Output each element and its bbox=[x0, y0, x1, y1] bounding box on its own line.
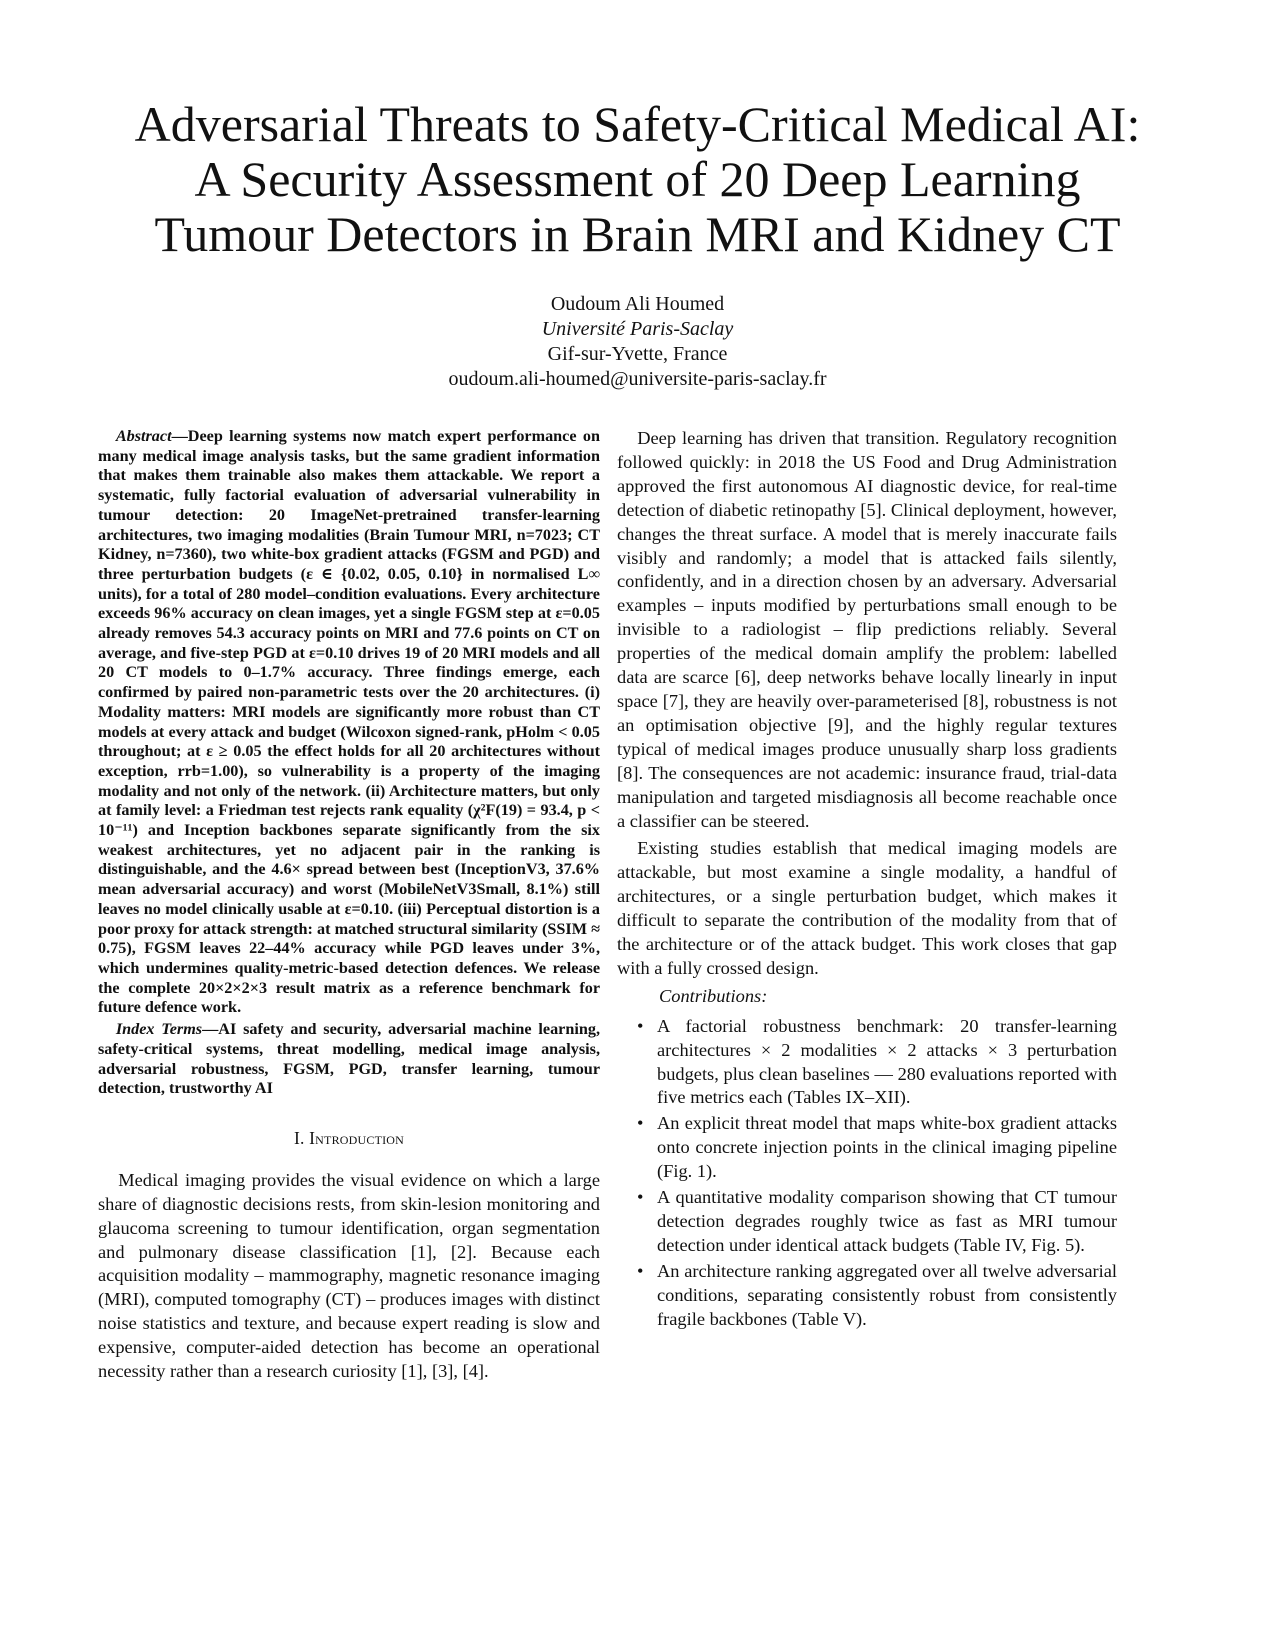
author-email: oudoum.ali-houmed@universite-paris-saclay.fr bbox=[448, 368, 827, 390]
bullet-icon: • bbox=[637, 1260, 644, 1281]
list-item bbox=[617, 1186, 1117, 1258]
bullet-icon: • bbox=[637, 1187, 644, 1208]
index-terms-label: Index Terms bbox=[115, 1020, 203, 1039]
section-number: I. bbox=[293, 1127, 305, 1148]
contributions-heading: Contributions: bbox=[659, 985, 768, 1006]
intro-paragraph-3: Existing studies establish that medical imaging models are attackable, but most examine a single modality, a handful of architectures, or a single perturbation budget, which makes it difficult to separate the contribution of the modality from that of the architecture or of the attack budget. This work closes that gap with a fully crossed design. bbox=[617, 838, 1117, 978]
intro-paragraph-1: Medical imaging provides the visual evidence on which a large share of diagnostic decisions rests, from skin-lesion monitoring and glaucoma screening to tumour identification, organ segmentation and pulmonary disease classification [1], [2]. Because each acquisition modality – mammography, magnetic resonance imaging (MRI), computed tomography (CT) – produces images with distinct noise statistics and texture, and because expert reading is slow and expensive, computer-aided detection has become an operational necessity rather than a research curiosity [1], [3], [4]. bbox=[98, 1169, 600, 1382]
section-title: Introduction bbox=[309, 1127, 405, 1148]
left-column bbox=[98, 427, 600, 1388]
contributions-list bbox=[617, 1015, 1117, 1332]
bullet-icon: • bbox=[637, 1015, 644, 1036]
right-column bbox=[617, 427, 1117, 1334]
author-location: Gif-sur-Yvette, France bbox=[547, 343, 728, 365]
list-item bbox=[617, 1260, 1117, 1332]
contribution-text: An explicit threat model that maps white-box gradient attacks onto concrete injection points in the clinical imaging pipeline (Fig. 1). bbox=[657, 1113, 1117, 1182]
index-terms bbox=[98, 1020, 600, 1099]
abstract bbox=[98, 427, 600, 1018]
section-heading-introduction bbox=[98, 1127, 600, 1151]
author-block bbox=[0, 292, 1275, 392]
title-line-1: Adversarial Threats to Safety-Critical Medical AI: bbox=[134, 96, 1141, 152]
abstract-text: —Deep learning systems now match expert performance on many medical image analysis tasks, but the same gradient information that makes them trainable also makes them attackable. We report a systematic, fully factorial evaluation of adversarial vulnerability in tumour detection: 20 ImageNet-pretrained transfer-learning architectures, two imaging modalities (Brain Tumour MRI, n=7023; CT Kidney, n=7360), two white-box gradient attacks (FGSM and PGD) and three perturbation budgets (ε ∈ {0.02, 0.05, 0.10} in normalised L∞ units), for a total of 280 model–condition evaluations. Every architecture exceeds 96% accuracy on clean images, yet a single FGSM step at ε=0.05 already removes 54.3 accuracy points on MRI and 77.6 points on CT on average, and five-step PGD at ε=0.10 drives 19 of 20 MRI models and all 20 CT models to 0–1.7% accuracy. Three findings emerge, each confirmed by paired non-parametric tests over the 20 architectures. (i) Modality matters: MRI models are significantly more robust than CT models at every attack and budget (Wilcoxon signed-rank, pHolm < 0.05 throughout; at ε ≥ 0.05 the effect holds for all 20 architectures without exception, rrb=1.00), so vulnerability is a property of the imaging modality and not only of the network. (ii) Architecture matters, but only at family level: a Friedman test rejects rank equality (χ²F(19) = 93.4, p < 10⁻¹¹) and Inception backbones separate significantly from the six weakest architectures, yet no adjacent pair in the ranking is distinguishable, and the 4.6× spread between best (InceptionV3, 37.6% mean adversarial accuracy) and worst (MobileNetV3Small, 8.1%) still leaves no model clinically usable at ε=0.10. (iii) Perceptual distortion is a poor proxy for attack strength: at matched structural similarity (SSIM ≈ 0.75), FGSM leaves 22–44% accuracy while PGD leaves under 3%, which undermines quality-metric-based detection defences. We release the complete 20×2×2×3 result matrix as a reference benchmark for future defence work. bbox=[98, 427, 600, 1017]
index-terms-text: —AI safety and security, adversarial machine learning, safety-critical systems, threat modelling, medical image analysis, adversarial robustness, FGSM, PGD, transfer learning, tumour detection, trustworthy AI bbox=[98, 1020, 600, 1098]
paper-title bbox=[60, 97, 1215, 262]
bullet-icon: • bbox=[637, 1113, 644, 1134]
list-item bbox=[617, 1112, 1117, 1184]
title-line-3: Tumour Detectors in Brain MRI and Kidney CT bbox=[154, 206, 1121, 262]
contribution-text: A factorial robustness benchmark: 20 transfer-learning architectures × 2 modalities × 2 attacks × 3 perturbation budgets, plus clean baselines — 280 evaluations reported with five metrics each (Tables IX–XII). bbox=[657, 1015, 1117, 1108]
contribution-text: An architecture ranking aggregated over all twelve adversarial conditions, separating consistently robust from consistently fragile backbones (Table V). bbox=[657, 1260, 1117, 1329]
contribution-text: A quantitative modality comparison showing that CT tumour detection degrades roughly twice as fast as MRI tumour detection under identical attack budgets (Table IV, Fig. 5). bbox=[657, 1187, 1117, 1255]
abstract-label: Abstract bbox=[115, 427, 172, 445]
title-line-2: A Security Assessment of 20 Deep Learning bbox=[194, 151, 1081, 207]
intro-paragraph-2: Deep learning has driven that transition. Regulatory recognition followed quickly: in 2018 the US Food and Drug Administration approved the first autonomous AI diagnostic device, for real-time detection of diabetic retinopathy [5]. Clinical deployment, however, changes the threat surface. A model that is merely inaccurate fails visibly and randomly; a model that is attacked fails silently, confidently, and in a direction chosen by an adversary. Adversarial examples – inputs modified by perturbations small enough to be invisible to a radiologist – flip predictions reliably. Several properties of the medical domain amplify the problem: labelled data are scarce [6], deep networks behave locally linearly in input space [7], they are heavily over-parameterised [8], robustness is not an optimisation objective [9], and the highly regular textures typical of medical images produce unusually sharp loss gradients [8]. The consequences are not academic: insurance fraud, trial-data manipulation and targeted misdiagnosis all become reachable once a classifier can be steered. bbox=[617, 428, 1117, 831]
author-affiliation: Université Paris-Saclay bbox=[541, 318, 734, 340]
list-item bbox=[617, 1015, 1117, 1111]
author-name: Oudoum Ali Houmed bbox=[550, 293, 725, 315]
